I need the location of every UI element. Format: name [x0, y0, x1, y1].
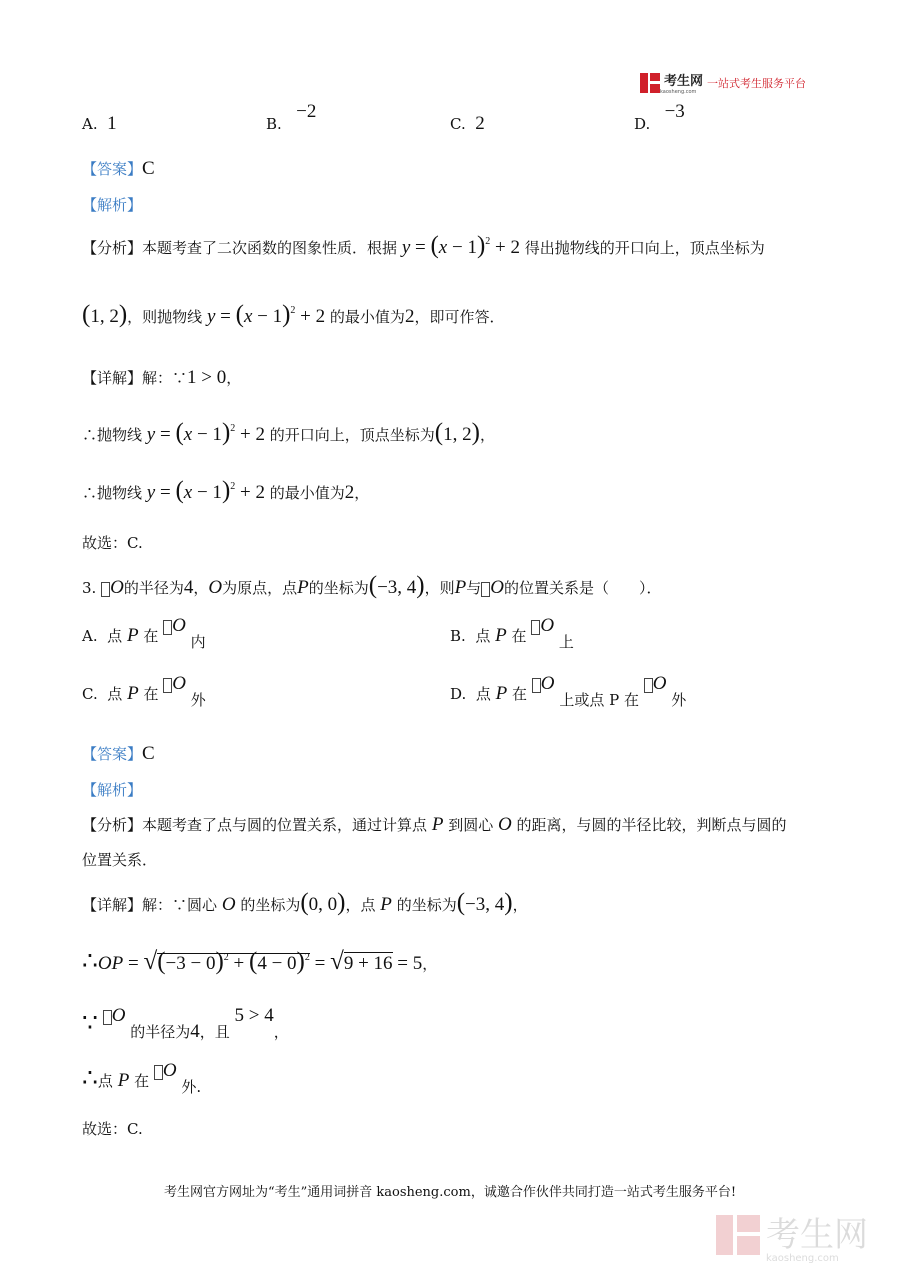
logo-text	[660, 70, 703, 95]
logo-name: 考生网	[664, 74, 704, 89]
q3-option-c: C. 点 P 在 O 外	[82, 673, 206, 709]
circle-symbol-icon	[481, 582, 490, 597]
q3-analysis-line2: 位置关系．	[82, 851, 158, 869]
circle-symbol-icon	[644, 678, 653, 693]
q3-option-a: A. 点 P 在 O 内	[82, 615, 206, 651]
header-logo	[640, 70, 806, 95]
q3-stem: 3. O的半径为4，O为原点，点P的坐标为(−3, 4)，则P与 O的位置关系是（ ）．	[82, 572, 662, 599]
q2-detail-line2: ∴抛物线 $y = (x - 1)^2 + 2$ 的开口向上，顶点坐标为(1, 2)，	[82, 419, 495, 446]
q3-detail-line1: 【详解】解：∵圆心 O 的坐标为(0, 0)，点 P 的坐标为(−3, 4)，	[82, 889, 528, 916]
circle-symbol-icon	[163, 678, 172, 693]
q2-option-d: D. −3	[634, 101, 685, 133]
q3-detail-line4: ∴点 P 在 O 外.	[82, 1060, 202, 1096]
watermark-logo	[716, 1215, 868, 1264]
circle-symbol-icon	[103, 1010, 112, 1025]
q2-answer: 【答案】C	[82, 158, 155, 179]
q2-analysis-line2: (1, 2)，则抛物线 $y = (x - 1)^2 + 2$ 的最小值为2，即可作答．	[82, 301, 505, 328]
q3-option-d: D. 点 P 在 O 上或点 P 在 O 外	[450, 673, 687, 709]
q2-option-b: B. −2	[266, 101, 317, 133]
q3-detail-line3: ∵ O 的半径为4，且 5 > 4，	[82, 1005, 289, 1042]
circle-symbol-icon	[154, 1065, 163, 1080]
q3-explain-tag: 【解析】	[82, 781, 143, 799]
circle-symbol-icon	[531, 620, 540, 635]
logo-tagline: 一站式考生服务平台	[707, 76, 807, 90]
q3-option-b: B. 点 P 在 O 上	[450, 615, 574, 651]
circle-symbol-icon	[163, 620, 172, 635]
watermark-url: kaosheng.com	[766, 1253, 839, 1264]
circle-symbol-icon	[101, 582, 110, 597]
kaosheng-logo-icon	[640, 73, 660, 93]
logo-url: kaosheng.com	[660, 89, 697, 95]
q3-choose: 故选：C.	[82, 1120, 143, 1138]
q3-detail-line2: ∴OP = $√(-3 - 0)^2 + (4 - 0)^2 = √9 + 16 = 5$，	[82, 948, 438, 975]
watermark-name: 考生网	[766, 1215, 868, 1255]
q2-choose: 故选：C.	[82, 534, 143, 552]
footer-text: 考生网官方网址为“考生”通用词拼音 kaosheng.com，诚邀合作伙伴共同打造一站式考生服务平台!	[163, 1185, 737, 1200]
q2-option-c: C. 2	[450, 113, 485, 134]
q3-answer: 【答案】C	[82, 743, 155, 764]
q2-analysis-line1: 【分析】本题考查了二次函数的图象性质．根据 $y = (x - 1)^2 + 2$ 得出抛物线的开口向上，顶点坐标为	[82, 232, 765, 259]
q2-option-a: A. 1	[82, 113, 117, 134]
q3-analysis-line1: 【分析】本题考查了点与圆的位置关系，通过计算点 P 到圆心 O 的距离，与圆的半径比较，判断点与圆的	[82, 814, 787, 835]
circle-symbol-icon	[532, 678, 541, 693]
kaosheng-watermark-icon	[716, 1215, 760, 1255]
q2-detail-line3: ∴抛物线 $y = (x - 1)^2 + 2$ 的最小值为2，	[82, 477, 370, 504]
q2-detail-line1: 【详解】解：∵1 > 0，	[82, 367, 242, 388]
q2-explain-tag: 【解析】	[82, 196, 143, 214]
